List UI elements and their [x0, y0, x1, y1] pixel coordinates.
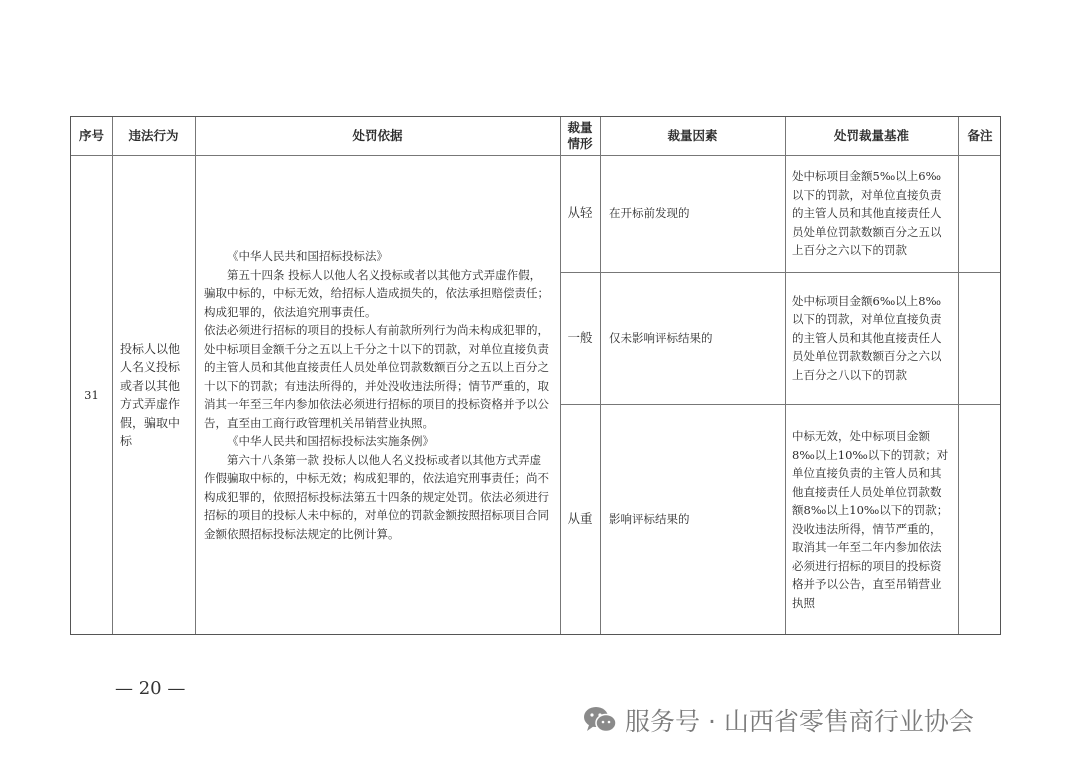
factor-lenient: 在开标前发现的	[609, 206, 690, 221]
basis-article-54-para2: 依法必须进行招标的项目的投标人有前款所列行为尚未构成犯罪的，处中标项目金额千分之五以上千分之十以下的罚款，对单位直接负责的主管人员和其他直接责任人员处单位罚款数额百分之五以上百分之十以下的罚款；有违法所得的，并处没收违法所得；情节严重的，取消其一年至三年内参加依法必须进行招标的项目的投标资格并予以公告，直至由工商行政管理机关吊销营业执照。	[204, 323, 549, 430]
factor-normal: 仅未影响评标结果的	[609, 330, 713, 345]
factor-cell	[600, 272, 785, 404]
standard-cell	[785, 155, 958, 272]
header-remark: 备注	[967, 127, 993, 143]
header-circumstance-line1: 裁量	[567, 120, 593, 135]
factor-cell	[600, 155, 785, 272]
page-number: — 20 —	[115, 678, 186, 699]
factor-severe: 影响评标结果的	[609, 512, 690, 527]
header-circumstance	[560, 117, 600, 155]
standard-lenient: 处中标项目金额5‰以上6‰以下的罚款，对单位直接负责的主管人员和其他直接责任人员处单位罚款数额百分之五以上百分之六以下的罚款	[792, 169, 942, 258]
circumstance-severe: 从重	[567, 511, 593, 527]
watermark	[583, 700, 974, 740]
remark-cell	[958, 155, 1002, 635]
header-basis: 处罚依据	[352, 127, 403, 143]
standard-severe: 中标无效，处中标项目金额8‰以上10‰以下的罚款；对单位直接负责的主管人员和其他直接责任人员处单位罚款数额8‰以上10‰以下的罚款；没收违法所得，情节严重的，取消其一年至二年内参加依法必须进行招标的项目的投标资格并予以公告，直至吊销营业执照	[792, 429, 949, 610]
factor-cell	[600, 404, 785, 635]
penalty-basis	[195, 155, 560, 635]
basis-article-68: 第六十八条第一款 投标人以他人名义投标或者以其他方式弄虚作假骗取中标的，中标无效；构成犯罪的，依法追究刑事责任；尚不构成犯罪的，依照招标投标法第五十四条的规定处罚。依法必须进行招标的项目的投标人未中标的，对单位的罚款金额按照招标项目合同金额依照招标投标法规定的比例计算。	[204, 452, 549, 541]
header-act: 违法行为	[128, 127, 179, 143]
header-factor: 裁量因素	[667, 127, 718, 143]
act-cell	[112, 155, 195, 635]
header-circumstance-line2: 情形	[567, 136, 593, 151]
standard-normal: 处中标项目金额6‰以上8‰以下的罚款，对单位直接负责的主管人员和其他直接责任人员处单位罚款数额百分之六以上百分之八以下的罚款	[792, 293, 942, 382]
wechat-icon	[583, 705, 617, 735]
standard-cell	[785, 272, 958, 404]
basis-article-54: 第五十四条 投标人以他人名义投标或者以其他方式弄虚作假，骗取中标的，中标无效，给招标人造成损失的，依法承担赔偿责任；构成犯罪的，依法追究刑事责任。	[204, 267, 549, 319]
penalty-table	[70, 116, 1001, 635]
circumstance-lenient: 从轻	[567, 205, 593, 221]
watermark-text: 服务号 · 山西省零售商行业协会	[625, 707, 974, 736]
violation-act: 投标人以他人名义投标或者以其他方式弄虚作假，骗取中标	[120, 341, 181, 448]
header-no: 序号	[78, 127, 104, 143]
circumstance-normal: 一般	[567, 329, 593, 345]
row-number: 31	[84, 387, 99, 402]
header-standard: 处罚裁量基准	[833, 127, 909, 143]
standard-cell	[785, 404, 958, 635]
basis-law-title: 《中华人民共和国招标投标法》	[227, 249, 388, 263]
basis-regulation-title: 《中华人民共和国招标投标法实施条例》	[227, 434, 434, 448]
